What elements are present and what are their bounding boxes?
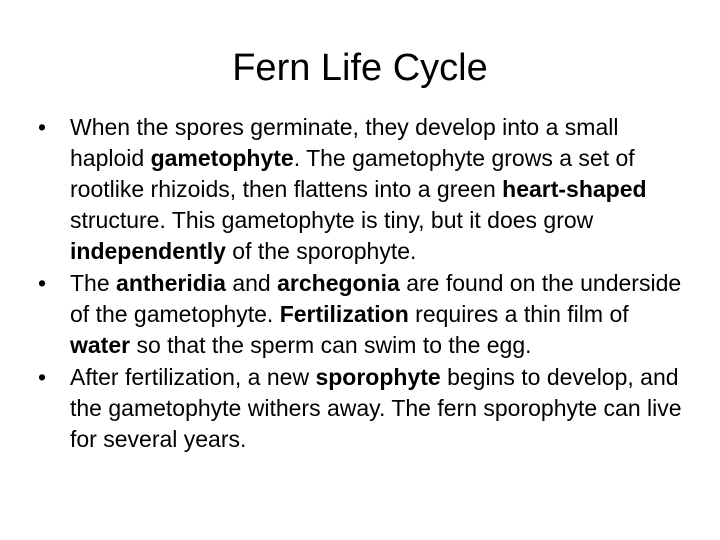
- text-segment: structure. This gametophyte is tiny, but it does grow: [70, 207, 594, 233]
- text-segment: so that the sperm can swim to the egg.: [130, 332, 532, 358]
- text-segment: are found on the underside of the gametophyte.: [70, 270, 682, 327]
- text-segment: begins to develop, and the gametophyte withers away. The fern sporophyte can live for several years.: [70, 364, 682, 452]
- bullet-dot-icon: •: [37, 364, 47, 390]
- bold-term: antheridia: [116, 270, 226, 296]
- bold-term: Fertilization: [279, 301, 409, 327]
- bullet-text: [70, 114, 647, 264]
- text-segment: of the sporophyte.: [225, 238, 417, 264]
- bold-term: sporophyte: [315, 364, 441, 390]
- text-segment: requires a thin film of: [408, 301, 629, 327]
- bullet-dot-icon: •: [37, 114, 47, 140]
- bullet-list: [30, 112, 690, 456]
- bullet-text: [70, 364, 682, 452]
- bullet-dot-icon: •: [37, 270, 47, 296]
- bullet-item: [30, 362, 690, 455]
- bold-term: heart-shaped: [502, 176, 647, 202]
- bullet-item: [30, 112, 690, 267]
- bold-term: water: [70, 332, 131, 358]
- bold-term: independently: [70, 238, 226, 264]
- text-segment: When the spores germinate, they develop into a small haploid: [70, 114, 619, 171]
- bold-term: archegonia: [277, 270, 400, 296]
- bullet-item: [30, 268, 690, 361]
- bullet-text: [70, 270, 681, 358]
- slide-title: Fern Life Cycle: [232, 47, 488, 89]
- text-segment: . The gametophyte grows a set of rootlike rhizoids, then flattens into a green: [70, 145, 635, 202]
- text-segment: The: [70, 270, 117, 296]
- text-segment: After fertilization, a new: [70, 364, 316, 390]
- text-segment: and: [225, 270, 278, 296]
- bold-term: gametophyte: [150, 145, 294, 171]
